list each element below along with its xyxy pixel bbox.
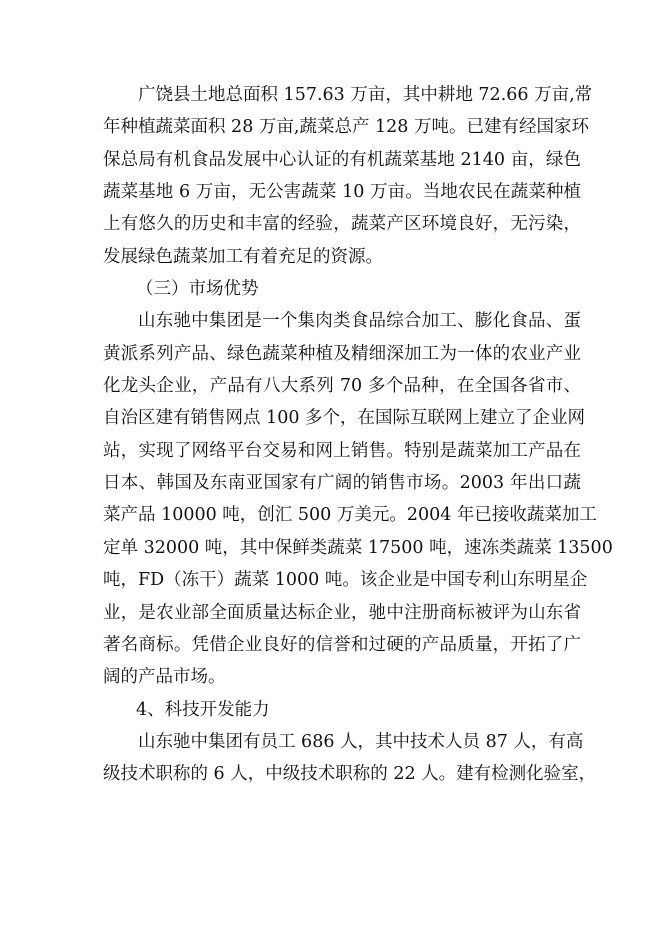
paragraph-line: 蔬菜基地 6 万亩，无公害蔬菜 10 万亩。当地农民在蔬菜种植 <box>103 182 581 203</box>
paragraph-line: 定单 32000 吨，其中保鲜类蔬菜 17500 吨，速冻类蔬菜 13500 <box>103 537 613 558</box>
paragraph-line: 站，实现了网络平台交易和网上销售。特别是蔬菜加工产品在 <box>103 440 581 461</box>
paragraph-line: 自治区建有销售网点 100 多个，在国际互联网上建立了企业网 <box>103 408 586 429</box>
paragraph-line: 阔的产品市场。 <box>103 667 226 688</box>
paragraph-line: 化龙头企业，产品有八大系列 70 多个品种，在全国各省市、 <box>103 376 581 397</box>
paragraph-line: 山东驰中集团是一个集肉类食品综合加工、膨化食品、蛋 <box>138 311 581 332</box>
paragraph-market-advantage <box>103 305 613 693</box>
paragraph-line: 吨，FD（冻干）蔬菜 1000 吨。该企业是中国专利山东明星企 <box>103 570 588 591</box>
paragraph-line: 日本、韩国及东南亚国家有广阔的销售市场。2003 年出口蔬 <box>103 473 581 494</box>
paragraph-line: 发展绿色蔬菜加工有着充足的资源。 <box>103 246 383 267</box>
paragraph-land-resources <box>103 79 593 273</box>
paragraph-tech-capability <box>103 726 597 791</box>
paragraph-line: 菜产品 10000 吨，创汇 500 万美元。2004 年已接收蔬菜加工 <box>103 505 597 526</box>
document-body <box>103 79 613 791</box>
paragraph-line: 黄派系列产品、绿色蔬菜种植及精细深加工为一体的农业产业 <box>103 343 581 364</box>
section-heading-market: （三）市场优势 <box>136 279 259 300</box>
paragraph-line: 上有悠久的历史和丰富的经验，蔬菜产区环境良好，无污染， <box>103 214 581 235</box>
paragraph-line: 年种植蔬菜面积 28 万亩,蔬菜总产 128 万吨。已建有经国家环 <box>103 117 589 138</box>
section-heading-tech: 4、科技开发能力 <box>136 699 270 720</box>
paragraph-line: 级技术职称的 6 人，中级技术职称的 22 人。建有检测化验室， <box>103 764 597 785</box>
paragraph-line: 保总局有机食品发展中心认证的有机蔬菜基地 2140 亩，绿色 <box>103 149 581 170</box>
paragraph-line: 著名商标。凭借企业良好的信誉和过硬的产品质量，开拓了广 <box>103 634 581 655</box>
paragraph-line: 广饶县土地总面积 157.63 万亩，其中耕地 72.66 万亩,常 <box>138 85 593 105</box>
paragraph-line: 山东驰中集团有员工 686 人，其中技术人员 87 人，有高 <box>138 731 584 752</box>
paragraph-line: 业，是农业部全面质量达标企业，驰中注册商标被评为山东省 <box>103 602 581 623</box>
